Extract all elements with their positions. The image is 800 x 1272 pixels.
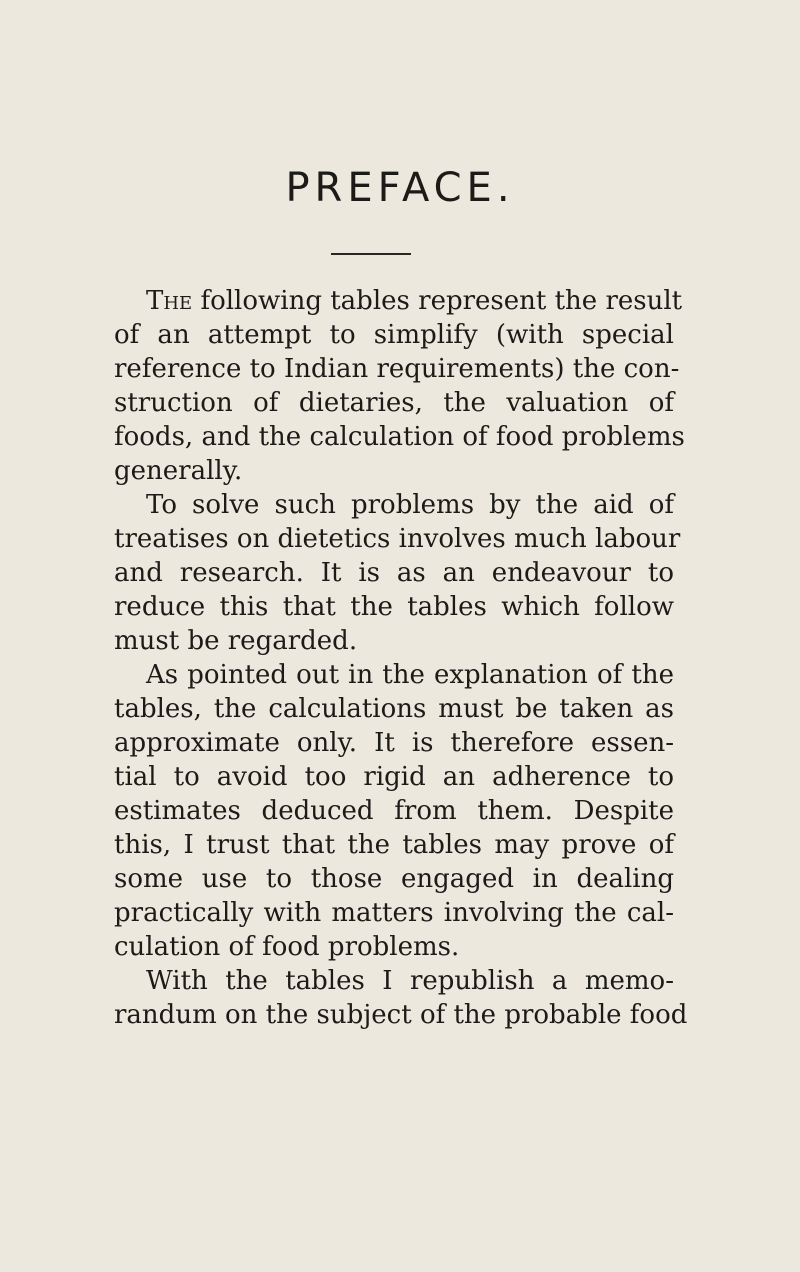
paragraph-1-line: foods, and the calculation of food problems	[114, 422, 685, 452]
paragraph-3-line: practically with matters involving the cal-	[114, 898, 674, 928]
paragraph-2-line: To solve such problems by the aid of	[146, 490, 674, 520]
paragraph-2-line: must be regarded.	[114, 626, 358, 656]
paragraph-3-line: As pointed out in the explanation of the	[146, 660, 674, 690]
paragraph-3-line: tables, the calculations must be taken as	[114, 694, 674, 724]
paragraph-1-line-1	[114, 284, 683, 318]
page-title: PREFACE.	[285, 165, 515, 211]
paragraph-3-line: estimates deduced from them. Despite	[114, 796, 674, 826]
paragraph-2-line: treatises on dietetics involves much labour	[114, 524, 681, 554]
paragraph-1-line-1-text: following tables represent the result	[200, 286, 683, 316]
paragraph-1-opening-word: The	[146, 286, 193, 316]
paragraph-3-line: some use to those engaged in dealing	[114, 864, 674, 894]
paragraph-1-line: struction of dietaries, the valuation of	[114, 388, 674, 418]
paragraph-2-line: reduce this that the tables which follow	[114, 592, 674, 622]
paragraph-3-line: culation of food problems.	[114, 932, 460, 962]
paragraph-1-line: reference to Indian requirements) the con-	[114, 354, 680, 384]
paragraph-2-line: and research. It is as an endeavour to	[114, 558, 674, 588]
paragraph-3-line: this, I trust that the tables may prove of	[114, 830, 674, 860]
paragraph-3-line: tial to avoid too rigid an adherence to	[114, 762, 674, 792]
paragraph-3-line: approximate only. It is therefore essen-	[114, 728, 674, 758]
paragraph-4-line: With the tables I republish a memo-	[146, 966, 674, 996]
paragraph-4-line: randum on the subject of the probable food	[114, 1000, 688, 1030]
title-rule-divider	[331, 253, 411, 255]
preface-body	[114, 284, 688, 1032]
paragraph-1-line: of an attempt to simplify (with special	[114, 320, 674, 350]
paragraph-1-line: generally.	[114, 456, 243, 486]
